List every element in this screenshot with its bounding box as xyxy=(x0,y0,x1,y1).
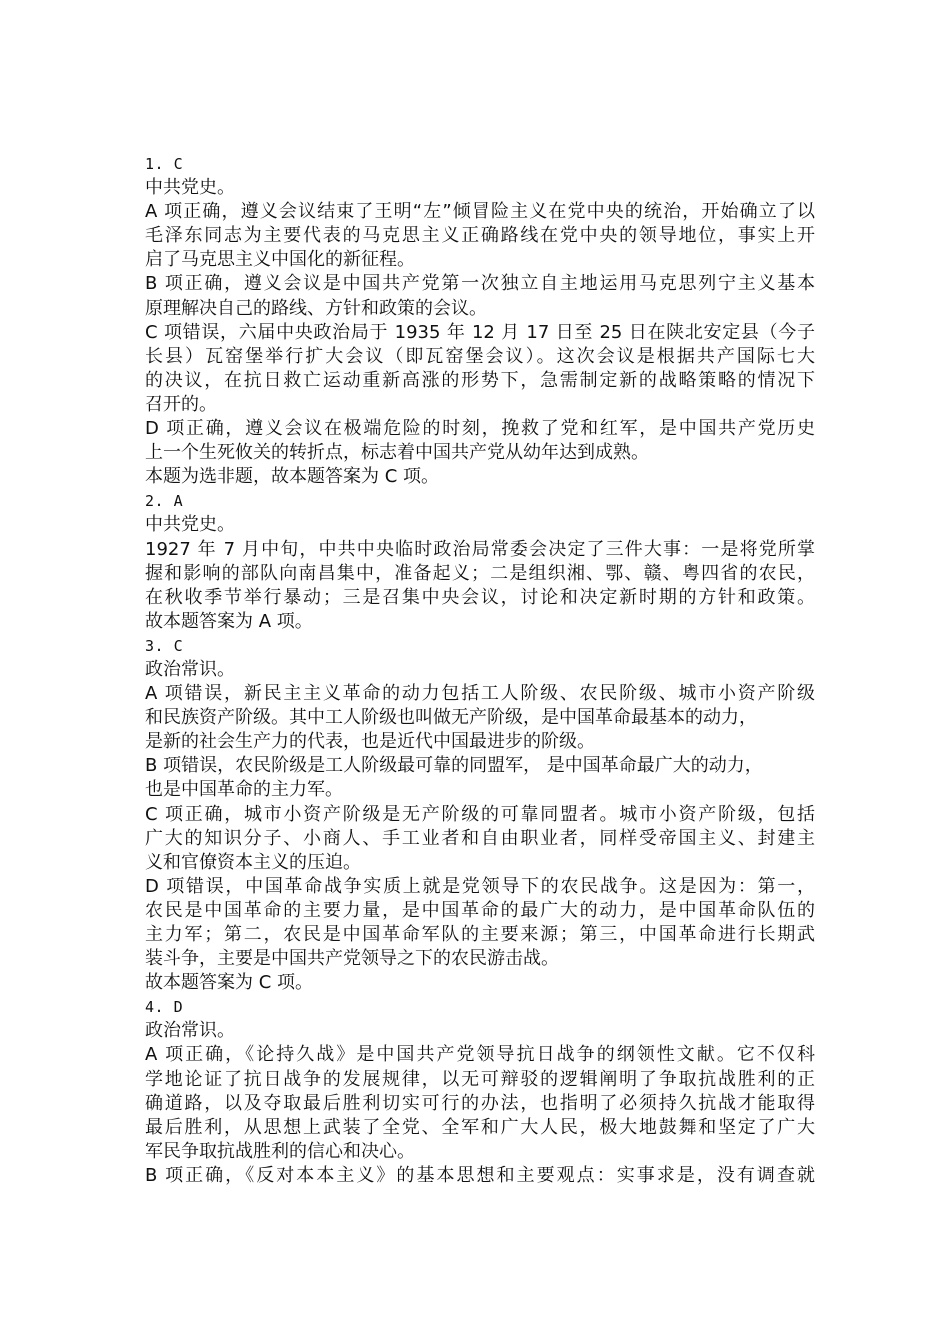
question-number: 2. A xyxy=(145,492,184,511)
question-category: 中共党史。 xyxy=(145,514,235,536)
explanation-line: B 项正确，遵义会议是中国共产党第一次独立自主地运用马克思列宁主义基本 xyxy=(145,273,815,295)
explanation-line: 启了马克思主义中国化的新征程。 xyxy=(145,249,415,271)
explanation-line: D 项错误，中国革命战争实质上就是党领导下的农民战争。这是因为：第一， xyxy=(145,875,815,897)
explanation-line: 是新的社会生产力的代表，也是近代中国最进步的阶级。 xyxy=(145,731,595,753)
explanation-line: 握和影响的部队向南昌集中，准备起义；二是组织湘、鄂、赣、粤四省的农民， xyxy=(145,562,815,584)
explanation-line: 农民是中国革命的主要力量，是中国革命的最广大的动力，是中国革命队伍的 xyxy=(145,899,815,921)
explanation-line: 1927 年 7 月中旬，中共中央临时政治局常委会决定了三件大事：一是将党所掌 xyxy=(145,538,815,560)
explanation-line: 毛泽东同志为主要代表的马克思主义正确路线在党中央的领导地位，事实上开 xyxy=(145,225,815,247)
explanation-line: 广大的知识分子、小商人、手工业者和自由职业者，同样受帝国主义、封建主 xyxy=(145,827,815,849)
explanation-line: A 项错误，新民主主义革命的动力包括工人阶级、农民阶级、城市小资产阶级 xyxy=(145,683,815,705)
explanation-line: 最后胜利，从思想上武装了全党、全军和广大人民，极大地鼓舞和坚定了广大 xyxy=(145,1116,815,1138)
explanation-line: 军民争取抗战胜利的信心和决心。 xyxy=(145,1140,415,1162)
explanation-line: 也是中国革命的主力军。 xyxy=(145,779,343,801)
explanation-line: C 项错误，六届中央政治局于 1935 年 12 月 17 日至 25 日在陕北安定县（今子 xyxy=(145,321,815,343)
answer-line: 本题为选非题，故本题答案为 C 项。 xyxy=(145,466,440,488)
question-number: 3. C xyxy=(145,636,184,655)
explanation-line: 和民族资产阶级。其中工人阶级也叫做无产阶级，是中国革命最基本的动力， xyxy=(145,707,757,729)
explanation-line: B 项正确，《反对本本主义》的基本思想和主要观点：实事求是，没有调查就 xyxy=(145,1164,815,1186)
explanation-line: B 项错误，农民阶级是工人阶级最可靠的同盟军， 是中国革命最广大的动力， xyxy=(145,755,763,777)
question-number: 1. C xyxy=(145,155,184,173)
answer-document xyxy=(145,152,815,1188)
explanation-line: 在秋收季节举行暴动；三是召集中央会议，讨论和决定新时期的方针和政策。 xyxy=(145,586,815,608)
explanation-line: 原理解决自己的路线、方针和政策的会议。 xyxy=(145,297,487,319)
explanation-line: 确道路，以及夺取最后胜利切实可行的办法，也指明了必须持久抗战才能取得 xyxy=(145,1092,815,1114)
explanation-line: 装斗争，主要是中国共产党领导之下的农民游击战。 xyxy=(145,948,559,970)
explanation-line: C 项正确，城市小资产阶级是无产阶级的可靠同盟者。城市小资产阶级，包括 xyxy=(145,803,815,825)
question-category: 中共党史。 xyxy=(145,177,235,199)
answer-line: 故本题答案为 A 项。 xyxy=(145,610,313,632)
explanation-line: D 项正确，遵义会议在极端危险的时刻，挽救了党和红军，是中国共产党历史 xyxy=(145,418,815,440)
question-number: 4. D xyxy=(145,998,184,1017)
explanation-line: 学地论证了抗日战争的发展规律，以无可辩驳的逻辑阐明了争取抗战胜利的正 xyxy=(145,1068,815,1090)
explanation-line: 主力军；第二，农民是中国革命军队的主要来源；第三，中国革命进行长期武 xyxy=(145,924,815,945)
question-category: 政治常识。 xyxy=(145,658,235,680)
explanation-line: 上一个生死攸关的转折点，标志着中国共产党从幼年达到成熟。 xyxy=(145,442,649,464)
explanation-line: 长县）瓦窑堡举行扩大会议（即瓦窑堡会议）。这次会议是根据共产国际七大 xyxy=(145,345,815,367)
explanation-line: A 项正确，遵义会议结束了王明“左”倾冒险主义在党中央的统治，开始确立了以 xyxy=(145,201,815,223)
explanation-line: 义和官僚资本主义的压迫。 xyxy=(145,851,361,873)
explanation-line: A 项正确，《论持久战》是中国共产党领导抗日战争的纲领性文献。它不仅科 xyxy=(145,1044,815,1066)
explanation-line: 的决议，在抗日救亡运动重新高涨的形势下，急需制定新的战略策略的情况下 xyxy=(145,369,815,391)
question-category: 政治常识。 xyxy=(145,1020,235,1042)
explanation-line: 召开的。 xyxy=(145,393,217,415)
answer-line: 故本题答案为 C 项。 xyxy=(145,972,314,994)
